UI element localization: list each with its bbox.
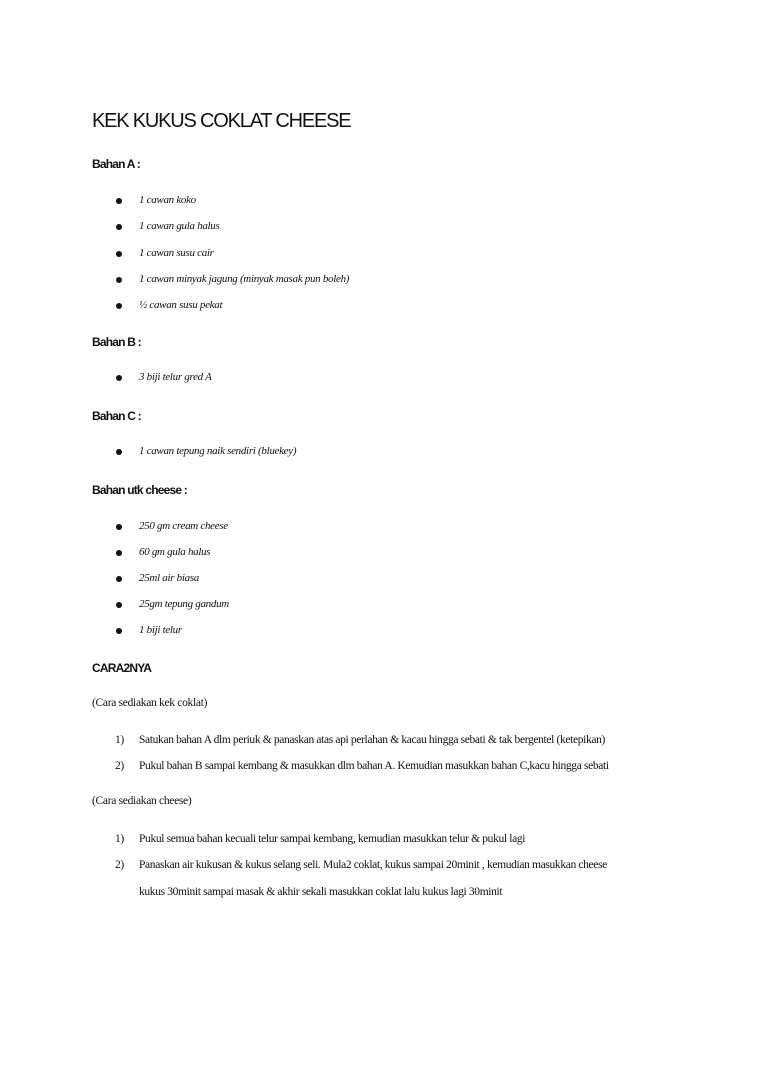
list-item-text: 250 gm cream cheese [139, 520, 228, 532]
list-item-text: 1 cawan susu cair [139, 247, 214, 259]
list-item-text: 60 gm gula halus [139, 546, 211, 558]
list-item-text: 25gm tepung gandum [139, 598, 229, 610]
bullet-icon [116, 576, 122, 582]
kek-note: (Cara sediakan kek coklat) [92, 697, 208, 709]
bullet-icon [116, 628, 122, 634]
list-item-text: 1 cawan gula halus [139, 220, 220, 232]
list-item-text: ½ cawan susu pekat [139, 299, 223, 311]
bullet-icon [116, 251, 122, 257]
bahan-cheese-heading: Bahan utk cheese : [92, 483, 187, 497]
step-number: 1) [115, 734, 124, 746]
list-item-text: 25ml air biasa [139, 572, 199, 584]
step-number: 2) [115, 859, 124, 871]
step-text: Satukan bahan A dlm periuk & panaskan atas api perlahan & kacau hingga sebati & tak bergentel (ketepikan) [139, 734, 605, 746]
step-number: 1) [115, 833, 124, 845]
list-item-text: 1 cawan koko [139, 194, 196, 206]
bullet-icon [116, 277, 122, 283]
bullet-icon [116, 524, 122, 530]
list-item-text: 1 cawan tepung naik sendiri (bluekey) [139, 445, 297, 457]
bahan-a-heading: Bahan A : [92, 157, 140, 171]
bullet-icon [116, 224, 122, 230]
page-title: KEK KUKUS COKLAT CHEESE [92, 110, 351, 132]
list-item-text: 1 cawan minyak jagung (minyak masak pun boleh) [139, 273, 350, 285]
step-text: Pukul semua bahan kecuali telur sampai kembang, kemudian masukkan telur & pukul lagi [139, 833, 526, 845]
bahan-c-heading: Bahan C : [92, 409, 141, 423]
bullet-icon [116, 375, 122, 381]
step-text: Panaskan air kukusan & kukus selang seli. Mula2 coklat, kukus sampai 20minit , kemudian masukkan cheese [139, 859, 607, 871]
cara-heading: CARA2NYA [92, 661, 152, 675]
list-item-text: 1 biji telur [139, 624, 182, 636]
cheese-step-2-continued: kukus 30minit sampai masak & akhir sekali masukkan coklat lalu kukus lagi 30minit [139, 886, 503, 898]
bullet-icon [116, 198, 122, 204]
step-number: 2) [115, 760, 124, 772]
bullet-icon [116, 449, 122, 455]
bahan-b-heading: Bahan B : [92, 335, 141, 349]
bullet-icon [116, 303, 122, 309]
bullet-icon [116, 550, 122, 556]
bullet-icon [116, 602, 122, 608]
cheese-note: (Cara sediakan cheese) [92, 795, 192, 807]
step-text: Pukul bahan B sampai kembang & masukkan dlm bahan A. Kemudian masukkan bahan C,kacu hingga sebati [139, 760, 609, 772]
list-item-text: 3 biji telur gred A [139, 371, 212, 383]
